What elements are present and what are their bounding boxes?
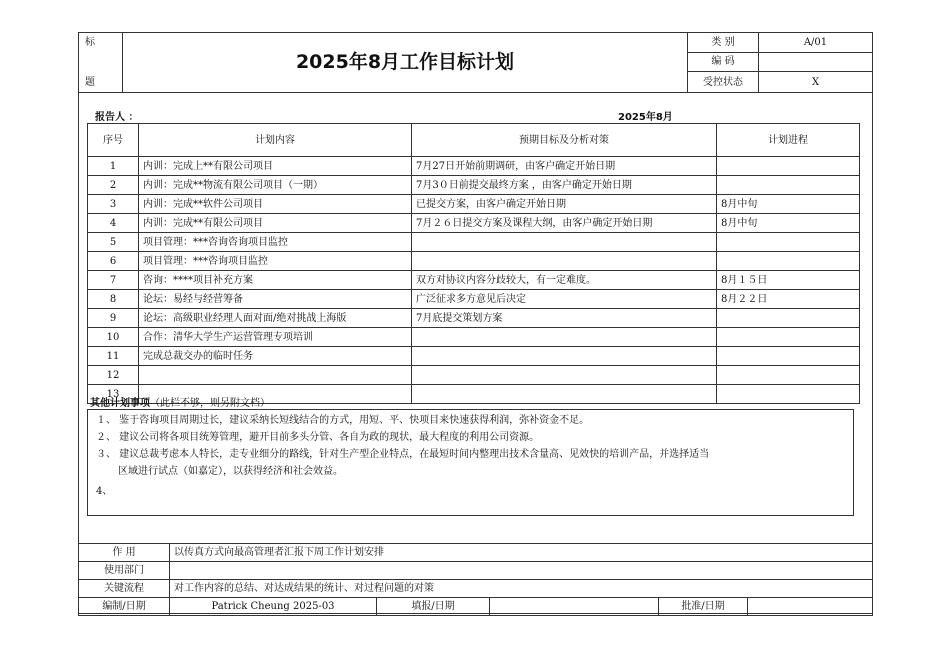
table-row [88,328,860,347]
footer-table [78,543,873,616]
compile-label: 编制/日期 [79,598,170,616]
row-progress [717,385,860,404]
plan-table [87,123,860,404]
row-content: 内训：完成**有限公司项目 [139,214,412,233]
category-value: A/01 [759,33,873,53]
row-no: 6 [88,252,139,271]
row-progress: 8月２２日 [717,290,860,309]
row-no: 1 [88,157,139,176]
table-row [88,176,860,195]
report-date: 2025年8月 [618,112,673,123]
row-progress [717,233,860,252]
row-progress [717,366,860,385]
other-plans-heading [90,394,270,409]
col-header-content: 计划内容 [139,124,412,157]
row-content: 项目管理：***咨询项目监控 [139,252,412,271]
other-plan-item-1: １、 鉴于咨询项目周期过长，建议采纳长短线结合的方式，用短、平、快项目来快速获得利润，弥补资金不足。 [96,415,590,426]
other-plan-item-3-cont: 区域进行试点（如嘉定），以获得经济和社会效益。 [118,466,343,477]
row-no: 12 [88,366,139,385]
table-row [88,252,860,271]
title-label-top: 标 [85,37,95,48]
row-content: 内训：完成**软件公司项目 [139,195,412,214]
flow-value: 对工作内容的总结、对达成结果的统计、对过程问题的对策 [170,580,873,598]
dept-label: 使用部门 [79,562,170,580]
approve-label: 批准/日期 [659,598,748,616]
header-table [78,32,873,93]
reporter-label: 报告人 ： [95,112,139,123]
other-plans-box [87,409,854,516]
row-no: 8 [88,290,139,309]
row-goal: 7月3０日前提交最终方案 ，由客户确定开始日期 [412,176,717,195]
row-progress: 8月１５日 [717,271,860,290]
row-progress [717,347,860,366]
row-goal [412,328,717,347]
control-status-label: 受控状态 [688,72,759,93]
dept-value [170,562,873,580]
control-status-value: X [759,72,873,93]
row-goal [412,252,717,271]
col-header-no: 序号 [88,124,139,157]
row-progress [717,328,860,347]
row-goal [412,233,717,252]
purpose-label: 作 用 [79,544,170,562]
row-goal [412,366,717,385]
row-content [139,366,412,385]
table-row [88,214,860,233]
table-row [88,233,860,252]
row-goal: 7月27日开始前期调研，由客户确定开始日期 [412,157,717,176]
row-progress [717,309,860,328]
table-row [88,309,860,328]
row-goal [412,385,717,404]
row-no: 11 [88,347,139,366]
other-plan-item-3: ３、 建议总裁考虑本人特长，走专业细分的路线，针对生产型企业特点，在最短时间内整理出技术含量高、见效快的培训产品，并选择适当 [96,449,710,460]
row-progress [717,157,860,176]
row-progress [717,252,860,271]
table-row [88,290,860,309]
row-goal: 已提交方案，由客户确定开始日期 [412,195,717,214]
fill-label: 填报/日期 [377,598,490,616]
flow-label: 关键流程 [79,580,170,598]
row-no: 7 [88,271,139,290]
code-value [759,52,873,72]
row-no: 10 [88,328,139,347]
compile-value: Patrick Cheung 2025-03 [170,598,377,616]
row-content: 内训：完成**物流有限公司项目（一期） [139,176,412,195]
row-no: 2 [88,176,139,195]
other-plans-note: （此栏不够，则另附文档） [150,398,270,409]
row-content: 内训：完成上**有限公司项目 [139,157,412,176]
row-no: 9 [88,309,139,328]
category-label: 类 别 [688,33,759,53]
row-no: 13 [88,385,139,404]
table-row [88,195,860,214]
col-header-goal: 预期目标及分析对策 [412,124,717,157]
table-row [88,157,860,176]
code-label: 编 码 [688,52,759,72]
table-row [88,347,860,366]
row-progress: 8月中旬 [717,195,860,214]
other-plan-item-2: ２、 建议公司将各项目统筹管理，避开目前多头分管、各自为政的现状，最大程度的利用公司资源。 [96,432,540,443]
row-content: 合作：清华大学生产运营管理专项培训 [139,328,412,347]
row-progress: 8月中旬 [717,214,860,233]
row-content: 项目管理：***咨询咨询项目监控 [139,233,412,252]
row-content: 完成总裁交办的临时任务 [139,347,412,366]
row-content: 论坛：高级职业经理人面对面/绝对挑战上海版 [139,309,412,328]
title-label-bottom: 题 [85,77,95,88]
row-goal: 广泛征求多方意见后决定 [412,290,717,309]
row-goal [412,347,717,366]
approve-value [748,598,873,616]
row-no: 3 [88,195,139,214]
fill-value [490,598,659,616]
table-row [88,271,860,290]
title-label-cell [79,33,123,93]
row-goal: 7月底提交策划方案 [412,309,717,328]
row-content: 咨询：****项目补充方案 [139,271,412,290]
table-row [88,366,860,385]
page-title: 2025年8月工作目标计划 [123,33,688,93]
plan-table-header [88,124,860,157]
other-plan-item-4: 4、 [96,486,113,497]
row-goal: 7月２６日提交方案及课程大纲，由客户确定开始日期 [412,214,717,233]
row-no: 5 [88,233,139,252]
col-header-progress: 计划进程 [717,124,860,157]
row-progress [717,176,860,195]
other-plans-label: 其他计划事项 [90,398,150,409]
row-goal: 双方对协议内容分歧较大，有一定难度。 [412,271,717,290]
row-no: 4 [88,214,139,233]
row-content: 论坛：易经与经营筹备 [139,290,412,309]
purpose-value: 以传真方式向最高管理者汇报下周工作计划安排 [170,544,873,562]
